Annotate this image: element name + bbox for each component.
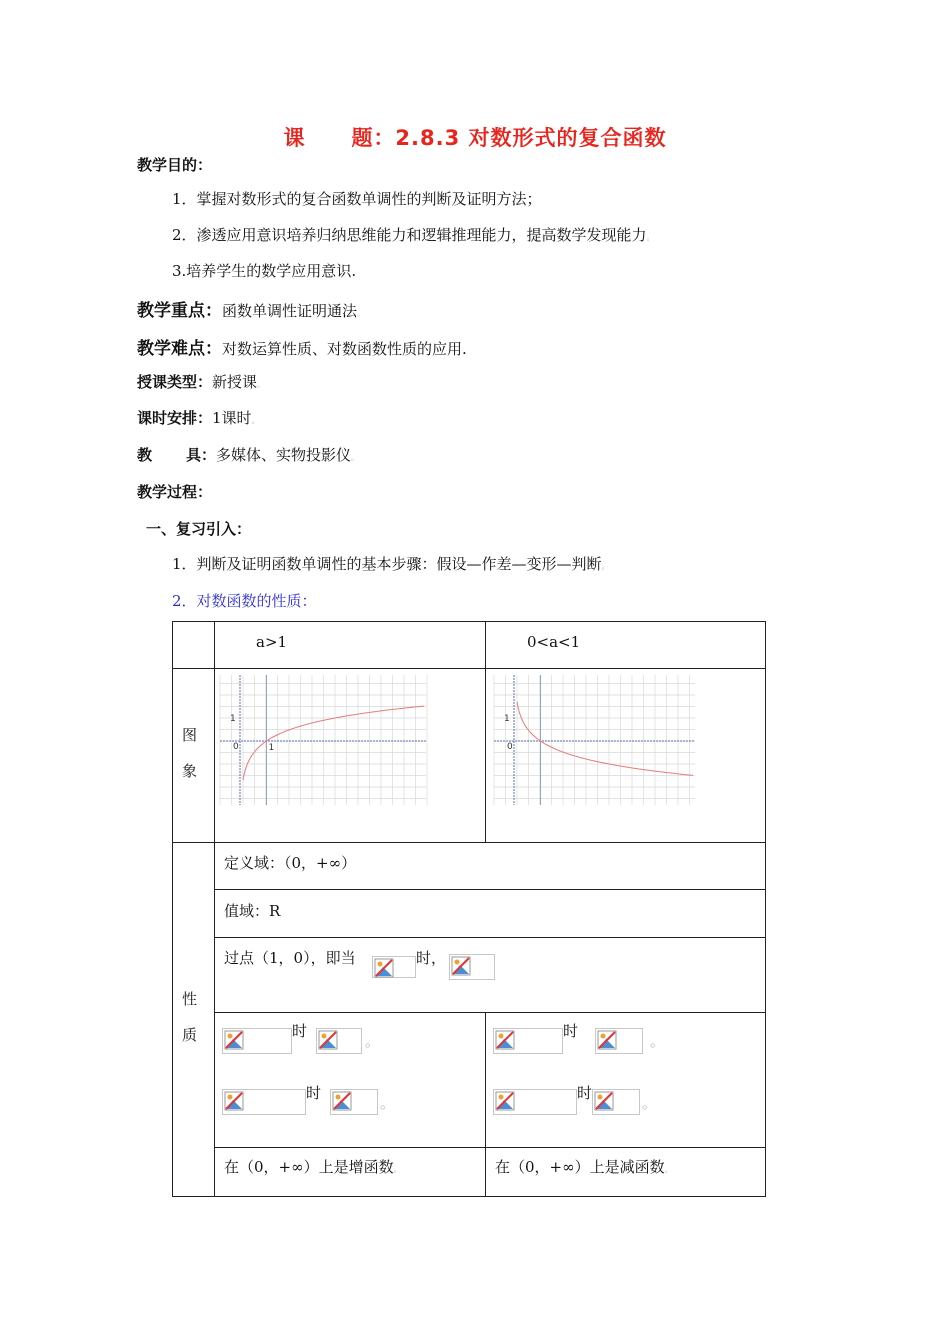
broken-image-icon: [222, 1028, 292, 1054]
log-graph-increasing: [218, 673, 428, 807]
shi-text: 时: [292, 1022, 308, 1040]
difficulty: 教学难点：对数运算性质、对数函数性质的应用.: [137, 339, 467, 359]
table-divider: [485, 621, 486, 843]
range-text: 值域：R: [224, 902, 281, 920]
broken-image-icon: [330, 1089, 378, 1115]
shi-text: 时: [563, 1022, 579, 1040]
table-divider: [172, 842, 766, 843]
broken-image-icon: [595, 1028, 643, 1054]
section1-item-1: 1．判断及证明函数单调性的基本步骤：假设—作差—变形—判断。: [172, 555, 610, 573]
header-a-gt-1: a>1: [256, 633, 288, 651]
broken-image-icon: [592, 1089, 640, 1115]
header-a-lt-1: 0<a<1: [527, 633, 581, 651]
lesson-hours: 课时安排：1课时。: [137, 409, 260, 427]
broken-image-icon: [493, 1028, 563, 1054]
key-point: 教学重点：函数单调性证明通法。: [137, 301, 366, 321]
broken-image-icon: [316, 1028, 362, 1054]
origin-label: 0: [233, 742, 239, 752]
row-label-props-2: 质: [182, 1026, 198, 1044]
y-tick-1: 1: [230, 714, 236, 724]
broken-image-icon: [493, 1089, 577, 1115]
broken-image-icon: [372, 956, 416, 978]
increasing-text: 在（0，+∞）上是增函数。: [224, 1158, 402, 1176]
process-heading: 教学过程：: [137, 483, 213, 501]
x-tick-1: 1: [268, 743, 275, 753]
row-label-graph-1: 图: [182, 726, 198, 744]
point-text: 过点（1，0），即当: [224, 949, 356, 967]
table-divider: [485, 1012, 486, 1197]
table-divider: [214, 937, 766, 938]
domain-text: 定义域：（0，+∞）: [224, 854, 357, 872]
section1-heading: 一、复习引入：: [146, 520, 252, 538]
section1-item-2: 2．对数函数的性质：: [172, 592, 317, 610]
log-graph-decreasing: [492, 673, 697, 807]
broken-image-icon: [222, 1089, 306, 1115]
row-label-props-1: 性: [182, 990, 198, 1008]
decreasing-text: 在（0，+∞）上是减函数。: [495, 1158, 673, 1176]
objective-item-2: 2．渗透应用意识培养归纳思维能力和逻辑推理能力，提高数学发现能力。: [172, 226, 655, 244]
paragraph-mark: 。: [650, 1032, 666, 1050]
paragraph-mark: 。: [380, 1094, 396, 1112]
origin-label: 0: [507, 742, 513, 752]
row-label-graph-2: 象: [182, 762, 198, 780]
table-divider: [172, 668, 766, 669]
objectives-heading: 教学目的：: [137, 156, 213, 174]
shi-text: 时: [577, 1084, 593, 1102]
objective-item-3: 3.培养学生的数学应用意识.: [172, 262, 357, 280]
paragraph-mark: 。: [642, 1094, 658, 1112]
shi-text: 时: [306, 1084, 322, 1102]
table-divider: [214, 621, 215, 1197]
y-tick-1: 1: [504, 714, 510, 724]
table-divider: [214, 1012, 766, 1013]
teaching-tools: 教 具：多媒体、实物投影仪。: [137, 446, 360, 464]
lesson-type: 授课类型：新授课。: [137, 373, 266, 391]
table-divider: [214, 889, 766, 890]
paragraph-mark: 。: [365, 1032, 381, 1050]
objective-item-1: 1．掌握对数形式的复合函数单调性的判断及证明方法；: [172, 190, 542, 208]
page-title: 课 题：2.8.3 对数形式的复合函数: [283, 126, 667, 150]
point-time-text: 时，: [416, 949, 447, 967]
table-divider: [214, 1147, 766, 1148]
broken-image-icon: [449, 954, 495, 980]
